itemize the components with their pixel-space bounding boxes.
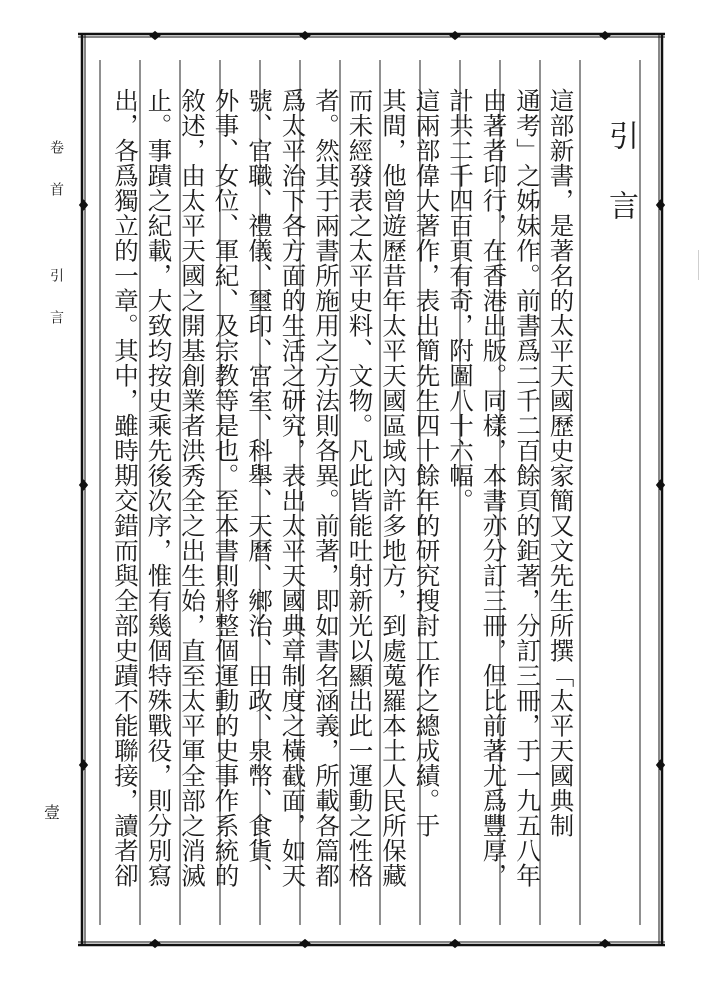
text-column: 而未經發表之太平史料、文物。凡此皆能吐射新光以顯出此一運動之性格 xyxy=(345,88,375,888)
text-column: 號、官職、禮儀、璽印、宮室、科舉、天曆、鄉治、田政、泉幣、食貨、 xyxy=(245,88,274,888)
text-column: 通考」之姊妹作。前書爲二千二百餘頁的鉅著，分訂三冊，于一九五八年 xyxy=(513,88,542,888)
text-column: 這兩部偉大著作，表出簡先生四十餘年的研究搜討工作之總成績。于 xyxy=(412,88,442,838)
text-column: 其間，他曾遊歷昔年太平天國區域內許多地方，到處蒐羅本土人民所保藏 xyxy=(379,88,408,888)
text-column: 敘述，由太平天國之開基創業者洪秀全之出生始，直至太平軍全部之消滅 xyxy=(178,88,207,888)
page-number: 壹 xyxy=(44,803,61,822)
section-title: 引言 xyxy=(603,120,638,260)
running-head: 卷首 引言 xyxy=(48,140,64,352)
text-column: 由著者印行，在香港出版。同樣，本書亦分訂三冊，但比前著尤爲豐厚， xyxy=(479,88,509,888)
text-column: 出，各爲獨立的一章。其中，雖時期交錯而與全部史蹟不能聯接，讀者卻 xyxy=(111,88,140,888)
text-column: 爲太平治下各方面的生活之研究，表出太平天國典章制度之橫截面，如天 xyxy=(278,88,308,888)
text-column: 外事、女位、軍紀、及宗教等是也。至本書則將整個運動的史事作系統的 xyxy=(211,88,241,888)
text-column: 者。然其于兩書所施用之方法則各異。前著，即如書名涵義，所載各篇都 xyxy=(312,88,341,888)
scan-edge-mark xyxy=(698,250,699,280)
text-column: 這部新書，是著名的太平天國歷史家簡又文先生所撰「太平天國典制 xyxy=(546,88,576,838)
text-column: 計共二千四百頁有奇，附圖八十六幅。 xyxy=(446,88,475,513)
text-column: 止。事蹟之紀載，大致均按史乘先後次序，惟有幾個特殊戰役，則分別寫 xyxy=(144,88,174,888)
